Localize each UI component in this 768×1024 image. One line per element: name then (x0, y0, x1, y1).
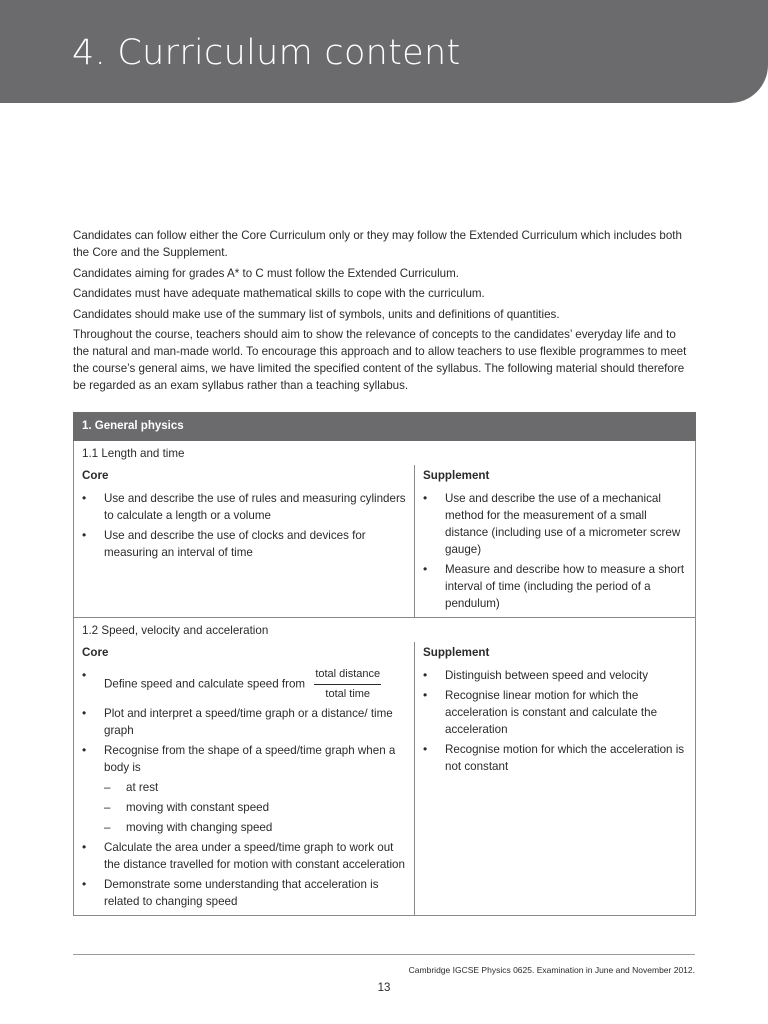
topic-title: 1.2 Speed, velocity and acceleration (82, 624, 269, 637)
list-item: • Calculate the area under a speed/time graph to work out the distance travelled for motion with constant acceleration (82, 839, 406, 873)
core-column (74, 642, 415, 916)
list-item (82, 667, 406, 702)
core-heading: Core (82, 646, 109, 659)
list-item: • Use and describe the use of clocks and devices for measuring an interval of time (82, 527, 406, 561)
topic-title-row (74, 618, 696, 643)
topic-title-cell (74, 441, 696, 466)
list-item-text: Define speed and calculate speed from (104, 677, 306, 691)
core-column (74, 465, 415, 618)
topic-title-row (74, 441, 696, 466)
sub-list-item: – moving with changing speed (104, 819, 406, 836)
sub-list (104, 779, 406, 836)
list-item: • Recognise linear motion for which the acceleration is constant and calculate the acceleration (423, 687, 687, 738)
supplement-list (423, 490, 687, 612)
list-item: • Plot and interpret a speed/time graph or a distance/ time graph (82, 705, 406, 739)
section-title: 1. General physics (74, 413, 696, 441)
list-item: • Distinguish between speed and velocity (423, 667, 687, 684)
list-item: • Use and describe the use of a mechanical method for the measurement of a small distance (including use of a micrometer screw gauge) (423, 490, 687, 558)
section-header-row (74, 413, 696, 441)
topic-row (74, 465, 696, 618)
intro-paragraph: Candidates can follow either the Core Curriculum only or they may follow the Extended Curriculum which includes both the Core and the Supplement. (73, 229, 682, 259)
list-item-text: Recognise from the shape of a speed/time graph when a body is (104, 744, 396, 774)
topic-title-cell (74, 618, 696, 643)
list-item: • Measure and describe how to measure a short interval of time (including the period of a pendulum) (423, 561, 687, 612)
chapter-title: 4. Curriculum content (72, 33, 461, 73)
page-number: 13 (377, 982, 391, 994)
intro-paragraph: Candidates aiming for grades A* to C must follow the Extended Curriculum. (73, 266, 460, 280)
topic-title: 1.1 Length and time (82, 447, 185, 460)
footer-divider (73, 954, 695, 955)
core-list (82, 667, 406, 910)
intro-paragraph: Candidates should make use of the summary list of symbols, units and definitions of quantities. (73, 307, 560, 321)
intro-text (73, 227, 695, 398)
list-item (82, 742, 406, 836)
list-item: • Use and describe the use of rules and measuring cylinders to calculate a length or a volume (82, 490, 406, 524)
supplement-column (415, 642, 696, 916)
supplement-list (423, 667, 687, 775)
supplement-heading: Supplement (423, 469, 490, 482)
intro-paragraph: Throughout the course, teachers should aim to show the relevance of concepts to the candidates’ everyday life and to the natural and man-made world. To encourage this approach and to allow teachers to use flexible programmes to meet the course’s general aims, we have limited the specified content of the syllabus. The following material should therefore be regarded as an exam syllabus rather than a teaching syllabus. (73, 328, 687, 392)
sub-list-item: – moving with constant speed (104, 799, 406, 816)
list-item: • Demonstrate some understanding that acceleration is related to changing speed (82, 876, 406, 910)
list-item: • Recognise motion for which the acceleration is not constant (423, 741, 687, 775)
supplement-heading: Supplement (423, 646, 490, 659)
fraction-denominator: total time (325, 688, 371, 700)
speed-fraction (314, 667, 381, 702)
supplement-column (415, 465, 696, 618)
core-list (82, 490, 406, 561)
chapter-banner (0, 0, 768, 103)
fraction-numerator: total distance (314, 667, 381, 685)
sub-list-item: – at rest (104, 779, 406, 796)
intro-paragraph: Candidates must have adequate mathematical skills to cope with the curriculum. (73, 287, 485, 300)
topic-row (74, 642, 696, 916)
curriculum-table (73, 412, 696, 916)
core-heading: Core (82, 469, 109, 482)
footer-text: Cambridge IGCSE Physics 0625. Examination in June and November 2012. (408, 965, 695, 975)
